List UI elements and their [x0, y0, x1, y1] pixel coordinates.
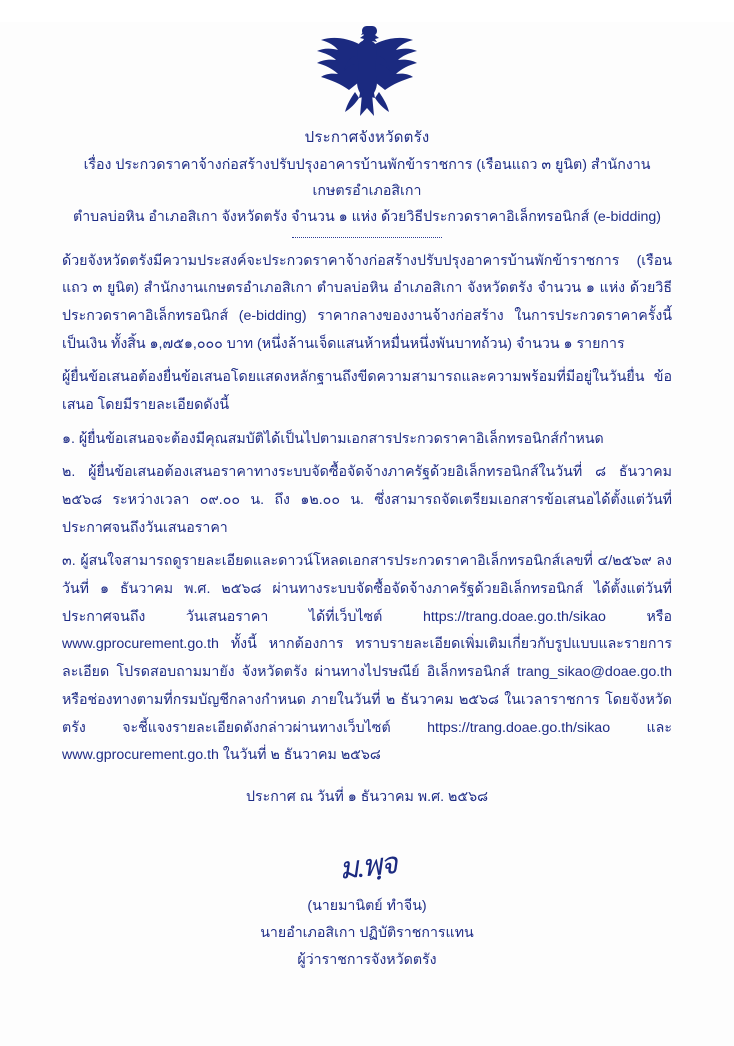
- document-body: [62, 248, 672, 812]
- paragraph-intro: ด้วยจังหวัดตรังมีความประสงค์จะประกวดราคาจ้างก่อสร้างปรับปรุงอาคารบ้านพักข้าราชการ (เรือนแถว ๓ ยูนิต) สำนักงานเกษตรอำเภอสิเกา ตำบลบ่อหิน อำเภอสิเกา จังหวัดตรัง จำนวน ๑ แห่ง ด้วยวิธีประกวดราคาอิเล็กทรอนิกส์ (e-bidding) ราคากลางของงานจ้างก่อสร้าง ในการประกวดราคาครั้งนี้ เป็นเงิน ทั้งสิ้น ๑,๗๕๑,๐๐๐ บาท (หนึ่งล้านเจ็ดแสนห้าหมื่นหนึ่งพันบาทถ้วน) จำนวน ๑ รายการ: [62, 252, 672, 352]
- announcement-date: ประกาศ ณ วันที่ ๑ ธันวาคม พ.ศ. ๒๕๖๘: [245, 788, 489, 805]
- paragraph-item-3: ๓. ผู้สนใจสามารถดูรายละเอียดและดาวน์โหลดเอกสารประกวดราคาอิเล็กทรอนิกส์เลขที่ ๔/๒๕๖๙ ลงวันที่ ๑ ธันวาคม พ.ศ. ๒๕๖๘ ผ่านทางระบบจัดซื้อจัดจ้างภาครัฐด้วยอิเล็กทรอนิกส์ ได้ตั้งแต่วันที่ประกาศจนถึง วันเสนอราคา ได้ที่เว็บไซต์ https://trang.doae.go.th/sikao หรือ www.gprocurement.go.th ทั้งนี้ หากต้องการ ทราบรายละเอียดเพิ่มเติมเกี่ยวกับรูปแบบและรายการละเอียด โปรดสอบถามมายัง จังหวัดตรัง ผ่านทางไปรษณีย์ อิเล็กทรอนิกส์ trang_sikao@doae.go.th หรือช่องทางตามที่กรมบัญชีกลางกำหนด ภายในวันที่ ๒ ธันวาคม ๒๕๖๘ ในเวลาราชการ โดยจังหวัดตรัง จะชี้แจงรายละเอียดดังกล่าวผ่านทางเว็บไซต์ https://trang.doae.go.th/sikao และ www.gprocurement.go.th ในวันที่ ๒ ธันวาคม ๒๕๖๘: [62, 553, 672, 764]
- paragraph-item-2: ๒. ผู้ยื่นข้อเสนอต้องเสนอราคาทางระบบจัดซื้อจัดจ้างภาครัฐด้วยอิเล็กทรอนิกส์ในวันที่ ๘ ธันวาคม ๒๕๖๘ ระหว่างเวลา ๐๙.๐๐ น. ถึง ๑๒.๐๐ น. ซึ่งสามารถจัดเตรียมเอกสารข้อเสนอได้ตั้งแต่วันที่ ประกาศจนถึงวันเสนอราคา: [62, 464, 672, 536]
- signature-mark: ม.พฺจ: [337, 846, 397, 886]
- garuda-emblem: [307, 22, 427, 118]
- signer-name: (นายมานิตย์ ทำจีน): [307, 897, 427, 914]
- signature-block: [0, 838, 734, 974]
- announcement-title: ประกาศจังหวัดตรัง: [304, 129, 430, 146]
- signer-position-line1: นายอำเภอสิเกา ปฏิบัติราชการแทน: [260, 924, 474, 941]
- paragraph-item-1: ๑. ผู้ยื่นข้อเสนอจะต้องมีคุณสมบัติได้เป็นไปตามเอกสารประกวดราคาอิเล็กทรอนิกส์กำหนด: [62, 430, 604, 447]
- paragraph-submission: ผู้ยื่นข้อเสนอต้องยื่นข้อเสนอโดยแสดงหลักฐานถึงขีดความสามารถและความพร้อมที่มีอยู่ในวันยื่น ข้อเสนอ โดยมีรายละเอียดดังนี้: [62, 369, 672, 413]
- announcement-subject-line2: ตำบลบ่อหิน อำเภอสิเกา จังหวัดตรัง จำนวน ๑ แห่ง ด้วยวิธีประกวดราคาอิเล็กทรอนิกส์ (e-bidding): [72, 209, 662, 226]
- header-divider: [292, 237, 442, 238]
- announcement-subject-line1: เรื่อง ประกวดราคาจ้างก่อสร้างปรับปรุงอาคารบ้านพักข้าราชการ (เรือนแถว ๓ ยูนิต) สำนักงานเกษตรอำเภอสิเกา: [83, 156, 651, 200]
- signer-position-line2: ผู้ว่าราชการจังหวัดตรัง: [297, 951, 437, 968]
- document-page: [0, 22, 734, 1046]
- document-header: [70, 124, 664, 238]
